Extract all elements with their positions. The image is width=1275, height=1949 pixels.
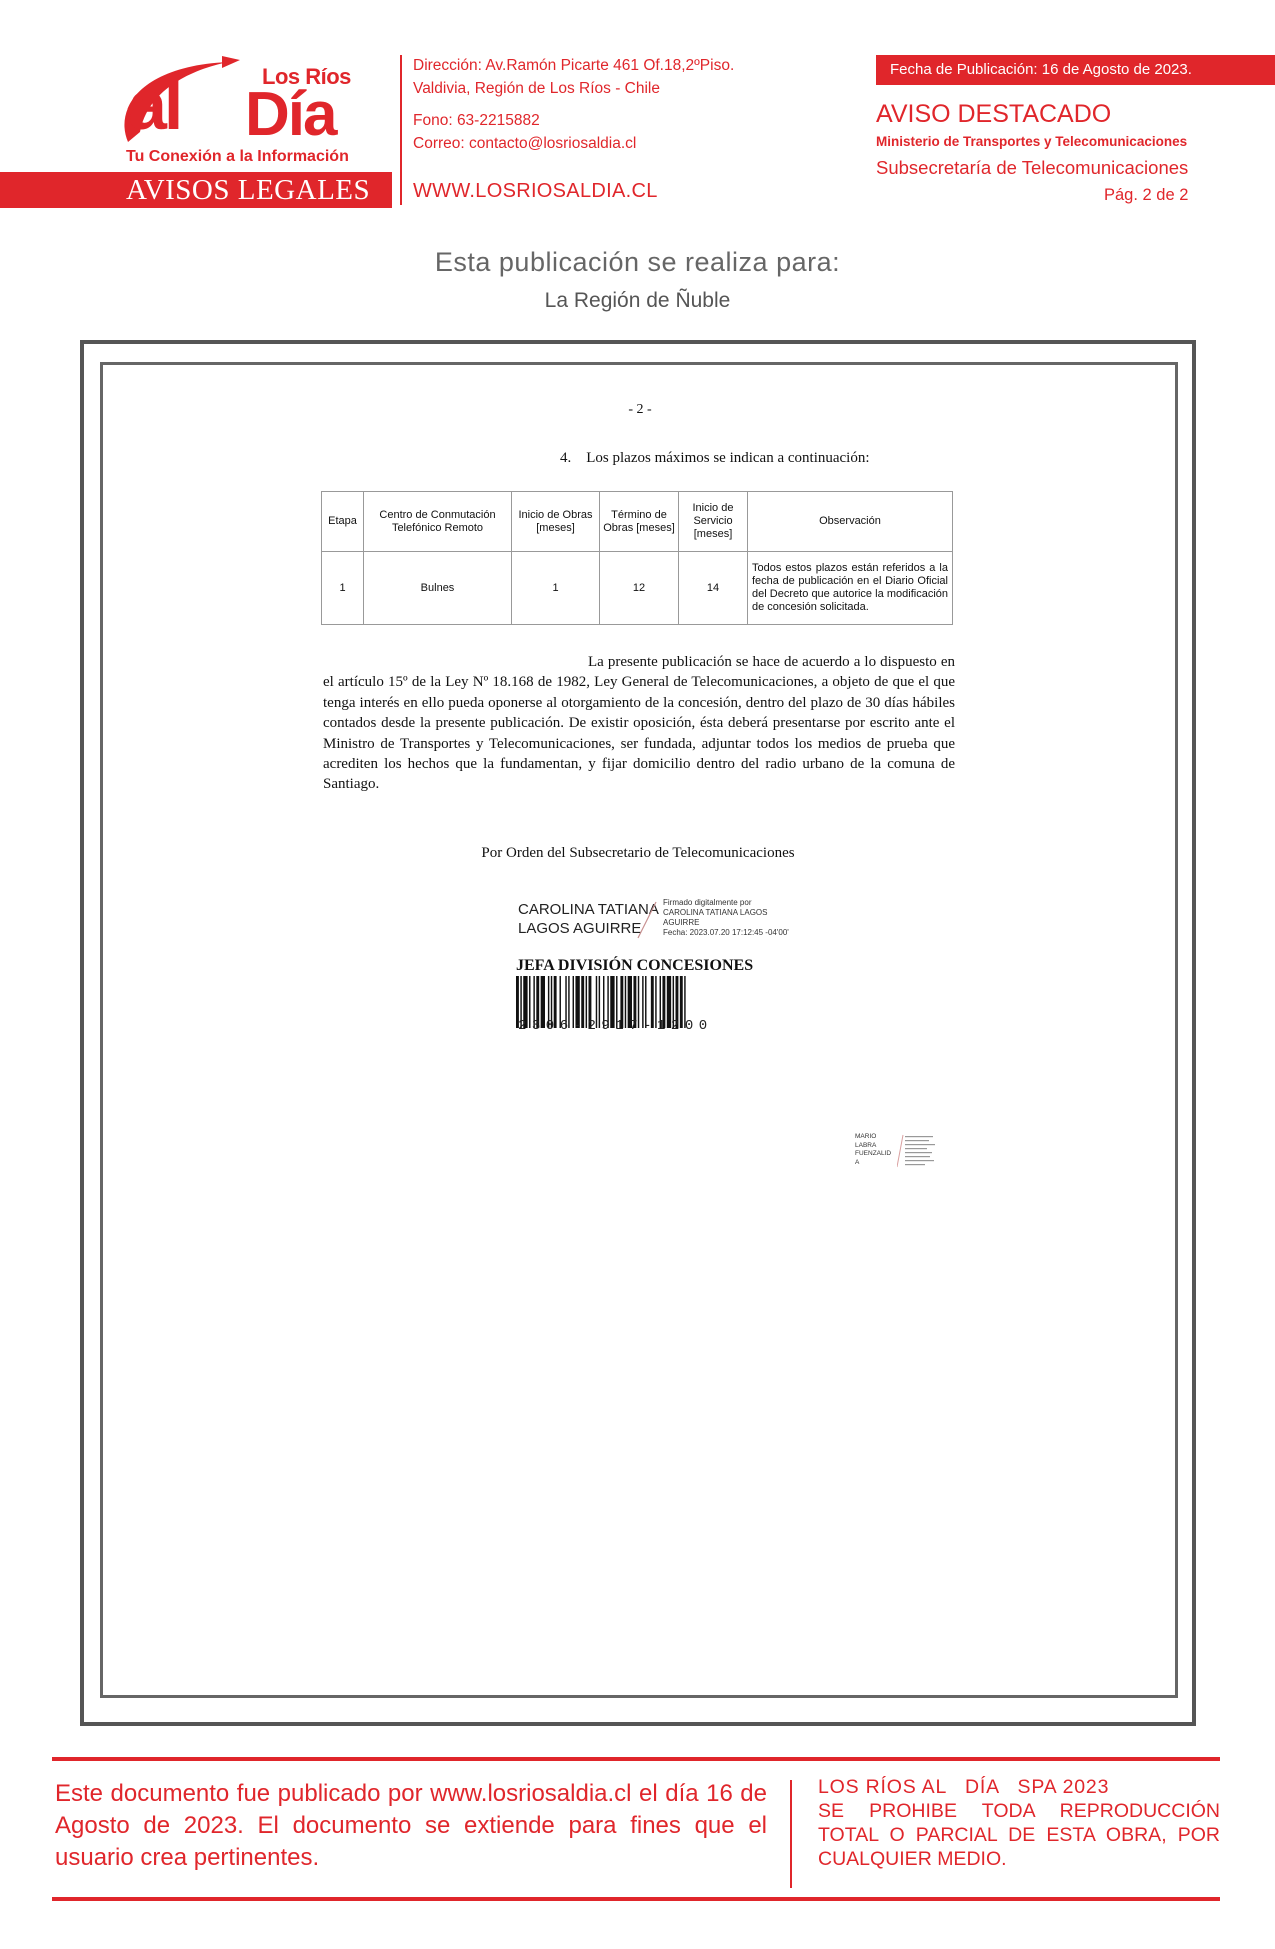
publication-intro: Esta publicación se realiza para:: [434, 247, 841, 277]
cell-etapa: 1: [322, 552, 364, 625]
header-observacion: Observación: [748, 492, 953, 552]
signature-meta-4: Fecha: 2023.07.20 17:12:45 -04'00': [663, 928, 789, 937]
jefa-division-title: JEFA DIVISIÓN CONCESIONES: [516, 957, 754, 974]
stamp-line-3: FUENZALID: [855, 1150, 892, 1157]
header-inicio-obras: Inicio de Obras [meses]: [512, 492, 600, 552]
footer-copyright-notice: SE PROHIBE TODA REPRODUCCIÓN TOTAL O PARCIAL DE ESTA OBRA, POR CUALQUIER MEDIO.: [818, 1800, 1220, 1870]
publication-region: La Región de Ñuble: [544, 289, 731, 312]
page-indicator: Pág. 2 de 2: [1104, 186, 1189, 204]
publication-date-banner: Fecha de Publicación: 16 de Agosto de 2023.: [876, 55, 1275, 85]
por-orden-line: Por Orden del Subsecretario de Telecomunicaciones: [481, 845, 795, 861]
signature-meta-3: AGUIRRE: [663, 918, 700, 927]
avisos-legales-label: AVISOS LEGALES: [126, 174, 371, 206]
footer-divider: [790, 1780, 792, 1888]
cell-observacion: Todos estos plazos están referidos a la fecha de publicación en el Diario Oficial del Decreto que autorice la modificación de concesión solicitada.: [748, 552, 953, 625]
stamp-line-1: MARIO: [855, 1133, 877, 1140]
notice-type: AVISO DESTACADO: [876, 100, 1112, 128]
subsecretaria-name: Subsecretaría de Telecomunicaciones: [876, 157, 1189, 178]
secondary-signature-name: [855, 1133, 891, 1167]
footer-bottom-rule: [52, 1897, 1220, 1901]
paragraph-text: La presente publicación se hace de acuerdo a lo dispuesto en el artículo 15º de la Ley Nº 18.168 de 1982, Ley General de Telecomunicaciones, a objeto de que el que tenga interés en ello pueda oponerse al otorgamiento de la concesión, dentro del plazo de 30 días hábiles contados desde la presente publicación. De existir oposición, ésta deberá presentarse por escrito ante el Ministro de Transportes y Telecomunicaciones, ser fundada, adjuntar todos los medios de prueba que acrediten los hechos que la fundamentan, y fijar domicilio dentro del radio urbano de la comuna de Santiago.: [323, 654, 955, 793]
signature-meta-2: CAROLINA TATIANA LAGOS: [663, 908, 768, 917]
logo-dia: Día: [245, 80, 336, 149]
footer-top-rule: [52, 1757, 1220, 1761]
contact-email[interactable]: Correo: contacto@losriosaldia.cl: [413, 135, 637, 152]
cell-inicio-obras: 1: [512, 552, 600, 625]
header-divider: [400, 55, 402, 205]
website-link[interactable]: WWW.LOSRIOSALDIA.CL: [413, 180, 658, 202]
header-etapa: Etapa: [322, 492, 364, 552]
header-inicio-servicio: Inicio de Servicio [meses]: [679, 492, 748, 552]
contact-city: Valdivia, Región de Los Ríos - Chile: [413, 80, 660, 97]
header-termino-obras: Término de Obras [meses]: [600, 492, 679, 552]
stamp-line-4: A: [855, 1158, 860, 1166]
signature-stroke: [634, 900, 660, 940]
header-centro: Centro de Conmutación Telefónico Remoto: [364, 492, 512, 552]
document-body-paragraph: [323, 652, 955, 795]
contact-phone: Fono: 63-2215882: [413, 112, 540, 129]
document-item-4: 4. Los plazos máximos se indican a continuación:: [560, 450, 870, 466]
signature-name-line1: CAROLINA TATIANA: [518, 901, 659, 918]
barcode-number: 2306-2917-1200: [518, 1018, 713, 1034]
document-page-number: - 2 -: [628, 402, 652, 417]
cell-termino-obras: 12: [600, 552, 679, 625]
plazos-table: [321, 491, 953, 625]
contact-address: Dirección: Av.Ramón Picarte 461 Of.18,2ºPiso.: [413, 57, 735, 74]
logo-tagline: Tu Conexión a la Información: [126, 148, 349, 165]
stamp-line-2: LABRA: [855, 1141, 877, 1149]
footer-copyright-owner: LOS RÍOS AL DÍA SPA 2023: [818, 1776, 1110, 1798]
signature-metadata: [663, 898, 789, 938]
ministry-name: Ministerio de Transportes y Telecomunicaciones: [876, 134, 1188, 149]
signature-name-line2: LAGOS AGUIRRE: [518, 920, 642, 937]
signature-meta-1: Firmado digitalmente por: [663, 898, 752, 907]
footer-copyright: [818, 1775, 1220, 1871]
logo-los-rios: Los Ríos: [262, 64, 351, 89]
logo-al: al: [128, 66, 181, 144]
cell-inicio-servicio: 14: [679, 552, 748, 625]
table-header-row: [322, 492, 953, 552]
footer-publication-note: Este documento fue publicado por www.losriosaldia.cl el día 16 de Agosto de 2023. El documento se extiende para fines que el usuario crea pertinentes.: [55, 1780, 767, 1871]
secondary-signature-stamp: [897, 1133, 939, 1169]
cell-centro: Bulnes: [364, 552, 512, 625]
table-row: [322, 552, 953, 625]
